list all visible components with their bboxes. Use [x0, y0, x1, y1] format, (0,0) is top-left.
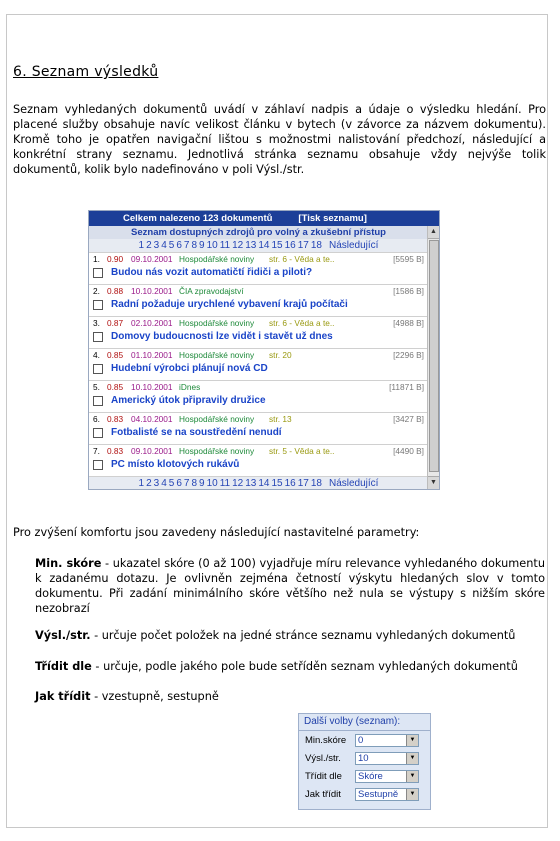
result-meta: [93, 318, 424, 329]
result-size: [5595 B]: [393, 254, 424, 264]
result-meta: [93, 382, 424, 393]
page-link[interactable]: 3: [153, 478, 160, 489]
page-link[interactable]: 16: [284, 240, 296, 251]
result-size: [4988 B]: [393, 318, 424, 328]
result-source: ČIA zpravodajství: [179, 286, 244, 296]
pager-top: [89, 239, 428, 252]
result-title-row: [93, 395, 424, 406]
page-link[interactable]: 2: [146, 478, 152, 489]
results-scrollbar[interactable]: [427, 226, 439, 489]
param-desc: - vzestupně, sestupně: [90, 690, 219, 703]
page-link[interactable]: 17: [297, 240, 309, 251]
result-source: Hospodářské noviny: [179, 318, 255, 328]
page-link[interactable]: 13: [245, 478, 257, 489]
param-desc: - určuje počet položek na jedné stránce seznamu vyhledaných dokumentů: [90, 629, 516, 642]
sources-link[interactable]: Seznam dostupných zdrojů pro volný a zkušební přístup: [89, 226, 428, 239]
result-checkbox[interactable]: [93, 300, 103, 310]
page-link[interactable]: 6: [176, 478, 182, 489]
result-date: 09.10.2001: [131, 254, 173, 264]
pager-bottom: [89, 476, 428, 490]
section-heading: 6. Seznam výsledků: [13, 64, 159, 80]
page-link[interactable]: 10: [206, 478, 218, 489]
comfort-text: Pro zvýšení komfortu jsou zavedeny následující nastavitelné parametry:: [13, 526, 420, 539]
param-name: Jak třídit: [35, 690, 91, 703]
result-item: [89, 284, 428, 316]
chevron-down-icon[interactable]: ▼: [406, 753, 418, 764]
result-item: [89, 348, 428, 380]
option-sort-order: [299, 785, 430, 803]
results-scroll-area: [89, 226, 428, 490]
result-section: str. 20: [269, 350, 292, 360]
option-label: Výsl./str.: [305, 752, 341, 764]
result-date: 01.10.2001: [131, 350, 173, 360]
result-score: 0.88: [107, 286, 124, 296]
results-total: Celkem nalezeno 123 dokumentů: [123, 213, 273, 224]
select-value: 10: [358, 752, 369, 764]
page-link[interactable]: 16: [284, 478, 296, 489]
result-section: [269, 382, 389, 393]
result-section: str. 13: [269, 414, 292, 424]
result-date: 10.10.2001: [131, 382, 173, 392]
result-checkbox[interactable]: [93, 268, 103, 278]
param-name: Třídit dle: [35, 660, 92, 673]
results-list-screenshot: [88, 210, 440, 490]
option-sort-by: [299, 767, 430, 785]
scroll-up-icon[interactable]: ▲: [428, 226, 439, 239]
results-items: [89, 252, 428, 476]
result-title-row: [93, 299, 424, 310]
result-meta: [93, 286, 424, 297]
next-page-link[interactable]: Následující: [328, 478, 379, 489]
result-title-link[interactable]: Fotbalisté se na soustředění nenudí: [111, 427, 282, 438]
page-link[interactable]: 15: [271, 478, 283, 489]
page-link[interactable]: 10: [206, 240, 218, 251]
result-title-link[interactable]: Hudební výrobci plánují nová CD: [111, 363, 268, 374]
param-sort-order: [35, 689, 545, 704]
param-name: Výsl./str.: [35, 629, 91, 642]
result-checkbox[interactable]: [93, 364, 103, 374]
options-panel: [298, 713, 431, 810]
page-link[interactable]: 6: [176, 240, 182, 251]
result-meta: [93, 446, 424, 457]
result-item: [89, 412, 428, 444]
page-link[interactable]: 9: [199, 240, 205, 251]
page-link[interactable]: 1: [138, 478, 145, 489]
page-link[interactable]: 7: [183, 240, 190, 251]
result-title-link[interactable]: Radní požaduje urychlené vybavení krajů počítači: [111, 299, 348, 310]
result-title-row: [93, 267, 424, 278]
result-checkbox[interactable]: [93, 396, 103, 406]
page-link[interactable]: 12: [232, 478, 244, 489]
result-score: 0.87: [107, 318, 124, 328]
result-size: [11871 B]: [389, 382, 424, 392]
print-list-link[interactable]: [Tisk seznamu]: [298, 213, 367, 224]
result-source: Hospodářské noviny: [179, 446, 255, 456]
page-link[interactable]: 5: [168, 240, 175, 251]
page-link[interactable]: 18: [310, 478, 322, 489]
option-label: Min.skóre: [305, 734, 347, 746]
result-checkbox[interactable]: [93, 428, 103, 438]
result-item: [89, 380, 428, 412]
result-number: 3.: [93, 318, 100, 328]
result-number: 1.: [93, 254, 100, 264]
select-value: 0: [358, 734, 364, 746]
scroll-thumb[interactable]: [429, 240, 439, 472]
result-title-row: [93, 331, 424, 342]
param-results-per-page: [35, 628, 545, 643]
select-value: Sestupně: [358, 788, 399, 800]
page-link[interactable]: 2: [146, 240, 152, 251]
chevron-down-icon[interactable]: ▼: [406, 735, 418, 746]
result-section: str. 6 - Věda a te..: [269, 254, 335, 264]
page-link[interactable]: 11: [219, 478, 231, 489]
page-link[interactable]: 13: [245, 240, 257, 251]
result-title-link[interactable]: Domovy budoucnosti lze vidět i stavět už dnes: [111, 331, 333, 342]
result-date: 09.10.2001: [131, 446, 173, 456]
result-checkbox[interactable]: [93, 332, 103, 342]
sort-order-select[interactable]: [355, 788, 419, 801]
result-score: 0.90: [107, 254, 124, 264]
result-size: [2296 B]: [393, 350, 424, 360]
page-link[interactable]: 9: [199, 478, 205, 489]
page-link[interactable]: 14: [258, 240, 270, 251]
result-size: [4490 B]: [393, 446, 424, 456]
result-source: iDnes: [179, 382, 201, 392]
result-title-link[interactable]: PC místo klotových rukávů: [111, 459, 240, 470]
result-date: 04.10.2001: [131, 414, 173, 424]
option-label: Jak třídit: [305, 788, 341, 800]
result-meta: [93, 254, 424, 265]
result-number: 4.: [93, 350, 100, 360]
results-header: [89, 211, 439, 226]
chevron-down-icon[interactable]: ▼: [406, 771, 418, 782]
result-score: 0.83: [107, 446, 124, 456]
result-section: str. 5 - Věda a te..: [269, 446, 335, 456]
page-link[interactable]: 8: [191, 240, 198, 251]
result-score: 0.85: [107, 350, 124, 360]
result-number: 6.: [93, 414, 100, 424]
result-score: 0.85: [107, 382, 124, 392]
result-number: 7.: [93, 446, 100, 456]
page-link[interactable]: 12: [232, 240, 244, 251]
select-value: Skóre: [358, 770, 383, 782]
results-per-page-select[interactable]: [355, 752, 419, 765]
result-date: 02.10.2001: [131, 318, 173, 328]
result-title-link[interactable]: Americký útok připravily družice: [111, 395, 266, 406]
options-title: Další volby (seznam):: [299, 714, 430, 731]
option-min-score: [299, 731, 430, 749]
option-label: Třídit dle: [305, 770, 342, 782]
param-min-score: [35, 556, 545, 616]
param-name: Min. skóre: [35, 557, 102, 570]
sort-by-select[interactable]: [355, 770, 419, 783]
intro-paragraph: Seznam vyhledaných dokumentů uvádí v záhlaví nadpis a údaje o výsledku hledání. Pro placené služby obsahuje navíc velikost článku v bytech (v závorce za názvem dokumentu). Kromě toho je opatřen navigační lištou s možnostmi nalistování předchozí, následující a konkrétní strany seznamu. Jednotlivá stránka seznamu obsahuje vždy nejvýše tolik dokumentů, kolik bylo nadefinováno v poli Výsl./str.: [13, 103, 546, 176]
result-meta: [93, 350, 424, 361]
page-link[interactable]: 7: [183, 478, 190, 489]
result-number: 5.: [93, 382, 100, 392]
result-section: [269, 286, 393, 297]
result-item: [89, 316, 428, 348]
result-section: str. 6 - Věda a te..: [269, 318, 335, 328]
result-size: [1586 B]: [393, 286, 424, 296]
page-link[interactable]: 18: [310, 240, 322, 251]
page-link[interactable]: 14: [258, 478, 270, 489]
page-link[interactable]: 1: [138, 240, 145, 251]
param-desc: - určuje, podle jakého pole bude setříděn seznam vyhledaných dokumentů: [91, 660, 518, 673]
page-link[interactable]: 4: [161, 240, 167, 251]
result-meta: [93, 414, 424, 425]
page-link[interactable]: 15: [271, 240, 283, 251]
result-score: 0.83: [107, 414, 124, 424]
page-link[interactable]: 4: [161, 478, 167, 489]
page-link[interactable]: 8: [191, 478, 198, 489]
param-sort-by: [35, 659, 545, 674]
next-page-link[interactable]: Následující: [328, 240, 379, 251]
page-link[interactable]: 5: [168, 478, 175, 489]
min-score-select[interactable]: [355, 734, 419, 747]
result-source: Hospodářské noviny: [179, 254, 255, 264]
result-size: [3427 B]: [393, 414, 424, 424]
result-title-row: [93, 427, 424, 438]
result-source: Hospodářské noviny: [179, 350, 255, 360]
param-desc: - ukazatel skóre (0 až 100) vyjadřuje míru relevance vyhledaného dokumentu k zadanému dotazu. Je ovlivněn zejména četností výskytu hledaných slov v tomto dokumentu. Při zadání minimálního skóre většího než nula se výstupy s nižším skóre nezobrazí: [35, 557, 545, 615]
page-link[interactable]: 11: [219, 240, 231, 251]
scroll-down-icon[interactable]: ▼: [428, 476, 439, 489]
result-source: Hospodářské noviny: [179, 414, 255, 424]
result-item: [89, 444, 428, 476]
result-checkbox[interactable]: [93, 460, 103, 470]
result-number: 2.: [93, 286, 100, 296]
result-item: [89, 252, 428, 284]
chevron-down-icon[interactable]: ▼: [406, 789, 418, 800]
result-date: 10.10.2001: [131, 286, 173, 296]
page-link[interactable]: 3: [153, 240, 160, 251]
page-link[interactable]: 17: [297, 478, 309, 489]
result-title-row: [93, 459, 424, 470]
result-title-link[interactable]: Budou nás vozit automatičtí řidiči a piloti?: [111, 267, 313, 278]
result-title-row: [93, 363, 424, 374]
option-results-per-page: [299, 749, 430, 767]
